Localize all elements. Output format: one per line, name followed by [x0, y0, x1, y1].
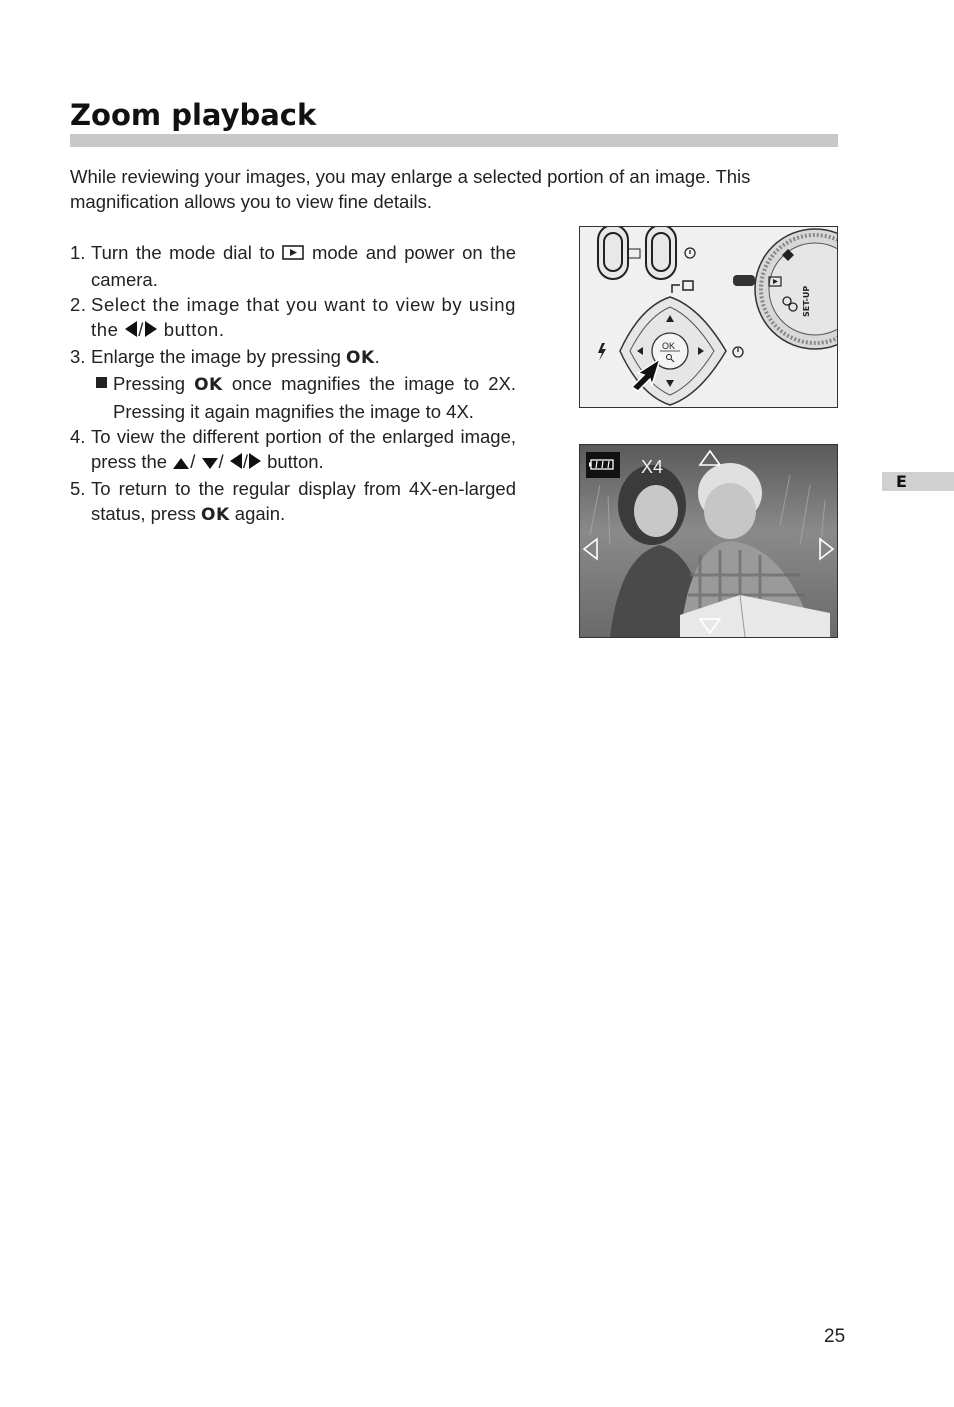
step-5 [70, 476, 516, 529]
lcd-zoom-figure [579, 444, 838, 638]
step-number: 5. [70, 478, 86, 500]
up-arrow-icon [172, 451, 190, 476]
step-text: Enlarge the image by pressing [91, 346, 341, 368]
step-number: 4. [70, 425, 86, 447]
left-arrow-icon [124, 319, 138, 344]
left-arrow-icon [229, 451, 243, 476]
step-number: 2. [70, 294, 87, 316]
step-text: button. [163, 319, 225, 341]
step-text: . [374, 346, 380, 368]
ok-button-label: OK [201, 505, 230, 526]
page-title: Zoom playback [70, 98, 317, 132]
play-mode-icon [282, 241, 304, 266]
right-arrow-icon [248, 451, 262, 476]
setup-label: SET-UP [802, 285, 811, 317]
step-text: Select the image that you want to view by using the [91, 294, 516, 341]
step-text: To view the different portion of the enlarged image, press the [91, 425, 516, 473]
page-number: 25 [824, 1326, 846, 1347]
step-text: again. [234, 503, 286, 525]
zoom-level-label: X4 [641, 457, 664, 477]
ok-key-label: OK [662, 341, 676, 351]
right-arrow-icon [144, 319, 158, 344]
step-4: 4. To view the different portion of the enlarged image, press the / / / button. [70, 424, 516, 476]
step-text: button. [267, 451, 324, 473]
ok-button-label: OK [194, 375, 223, 396]
step-3-subitem [70, 371, 516, 424]
down-arrow-icon [201, 451, 219, 476]
steps-list [70, 240, 516, 529]
square-bullet-icon [96, 377, 107, 388]
battery-icon [586, 452, 620, 478]
title-underline-bar [70, 134, 838, 147]
camera-controls-figure [579, 226, 838, 408]
step-text: Pressing [113, 373, 185, 395]
step-number: 3. [70, 346, 86, 368]
intro-paragraph: While reviewing your images, you may enlarge a selected portion of an image. This magnification allows you to view fine details. [70, 166, 751, 212]
step-1 [70, 240, 516, 292]
step-3 [70, 344, 516, 371]
step-text: To return to the regular display from 4X-en-larged status, press [91, 478, 516, 525]
step-text: once magnifies the image to 2X. Pressing it again magnifies the image to 4X. [113, 373, 517, 422]
step-text: Turn the mode dial to [91, 242, 275, 263]
step-number: 1. [70, 242, 86, 263]
ok-button-label: OK [346, 348, 375, 369]
step-text: mode and power on the camera. [91, 242, 516, 290]
language-tab: E [882, 472, 954, 491]
step-2: 2. Select the image that you want to view by using the / button. [70, 292, 516, 344]
